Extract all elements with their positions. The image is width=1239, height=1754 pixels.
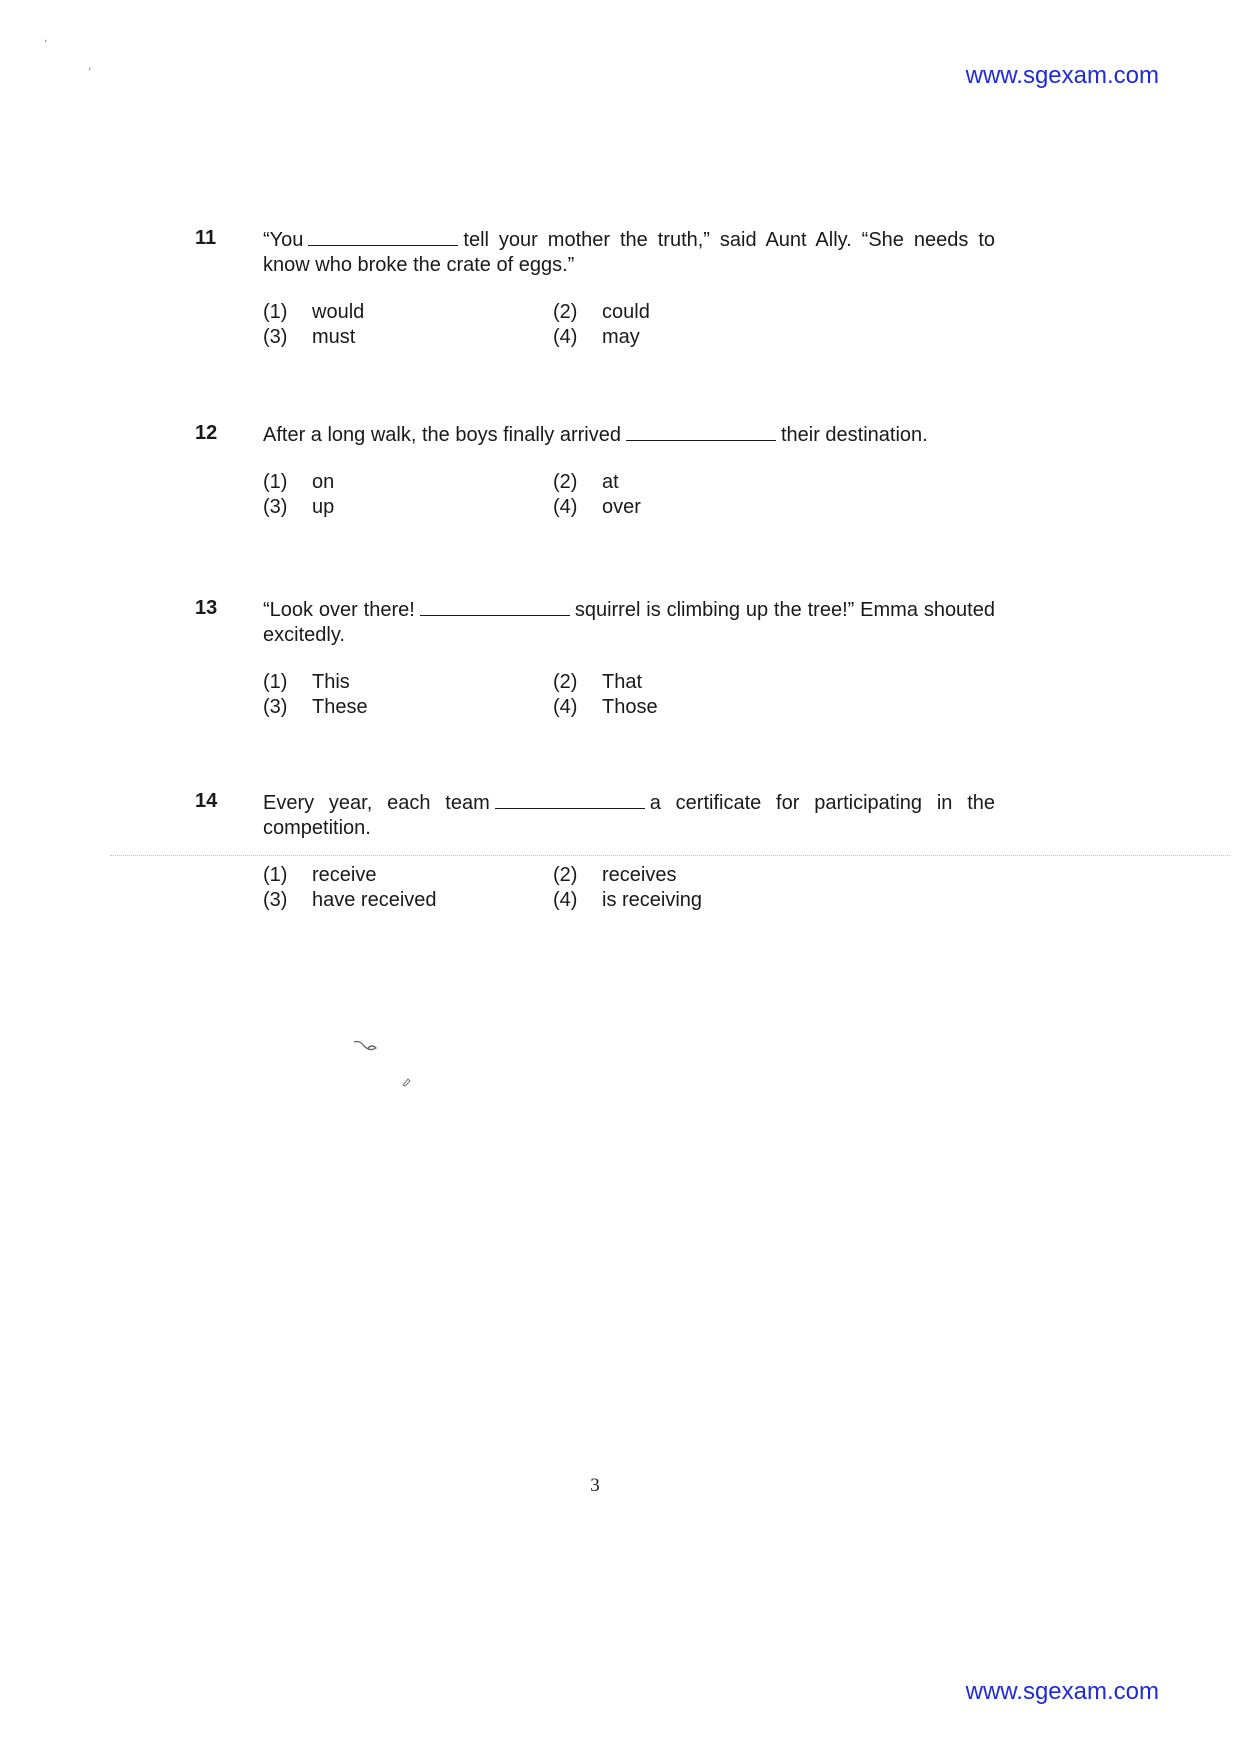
option-4[interactable]: (4) may (553, 326, 640, 348)
option-4[interactable]: (4) is receiving (553, 889, 703, 911)
question-number: 13 (195, 597, 218, 619)
answer-options (263, 470, 995, 520)
question-text-after: squirrel is climbing up the tree!” Emma shouted excitedly. (263, 599, 995, 646)
option-text: These (312, 696, 368, 718)
option-text: That (602, 671, 643, 693)
question-14 (195, 790, 995, 913)
answer-options (263, 300, 995, 350)
option-text: may (602, 326, 640, 348)
question-number: 12 (195, 422, 218, 444)
option-text: receives (602, 864, 677, 886)
option-text: receive (312, 864, 377, 886)
answer-blank (626, 422, 776, 441)
option-3[interactable]: (3) These (263, 696, 368, 718)
answer-blank (495, 790, 645, 809)
option-text: would (312, 301, 365, 323)
question-text-before: After a long walk, the boys finally arrived (263, 424, 621, 446)
option-text: is receiving (602, 889, 703, 911)
question-number: 14 (195, 790, 218, 812)
question-text (263, 227, 995, 278)
option-2[interactable]: (2) receives (553, 864, 677, 886)
question-text (263, 597, 995, 648)
pencil-mark-icon (352, 1038, 382, 1058)
option-1[interactable]: (1) would (263, 301, 365, 323)
page-number: 3 (590, 1475, 600, 1496)
option-2[interactable]: (2) could (553, 301, 650, 323)
question-13 (195, 597, 995, 720)
question-text-before: Every year, each team (263, 792, 490, 814)
option-text: over (602, 496, 641, 518)
question-text-before: “Look over there! (263, 599, 415, 621)
answer-blank (308, 227, 458, 246)
answer-options (263, 863, 995, 913)
option-3[interactable]: (3) must (263, 326, 356, 348)
question-12 (195, 422, 995, 520)
scan-speck: , (88, 58, 92, 72)
question-text-after: a certificate for participating in the competition. (263, 792, 996, 839)
watermark-link-top[interactable]: www.sgexam.com (965, 62, 1159, 89)
option-text: Those (602, 696, 658, 718)
scan-speck: , (44, 30, 48, 44)
option-text: have received (312, 889, 437, 911)
option-text: on (312, 471, 335, 493)
option-2[interactable]: (2) That (553, 671, 643, 693)
option-text: This (312, 671, 350, 693)
answer-blank (420, 597, 570, 616)
answer-options (263, 670, 995, 720)
option-1[interactable]: (1) This (263, 671, 350, 693)
question-number: 11 (195, 227, 217, 249)
option-1[interactable]: (1) receive (263, 864, 377, 886)
option-4[interactable]: (4) Those (553, 696, 658, 718)
question-text-after: tell your mother the truth,” said Aunt Ally. “She needs to know who broke the crate of eggs.” (263, 229, 995, 276)
option-2[interactable]: (2) at (553, 471, 619, 493)
question-text (263, 422, 995, 448)
option-3[interactable]: (3) up (263, 496, 335, 518)
question-11 (195, 227, 995, 350)
question-text-before: “You (263, 229, 304, 251)
option-text: up (312, 496, 335, 518)
question-text (263, 790, 995, 841)
option-1[interactable]: (1) on (263, 471, 335, 493)
option-text: could (602, 301, 650, 323)
option-text: must (312, 326, 356, 348)
pencil-dot-icon (400, 1075, 414, 1089)
option-text: at (602, 471, 619, 493)
option-4[interactable]: (4) over (553, 496, 641, 518)
question-text-after: their destination. (780, 424, 928, 446)
option-3[interactable]: (3) have received (263, 889, 437, 911)
watermark-link-bottom[interactable]: www.sgexam.com (965, 1678, 1159, 1705)
